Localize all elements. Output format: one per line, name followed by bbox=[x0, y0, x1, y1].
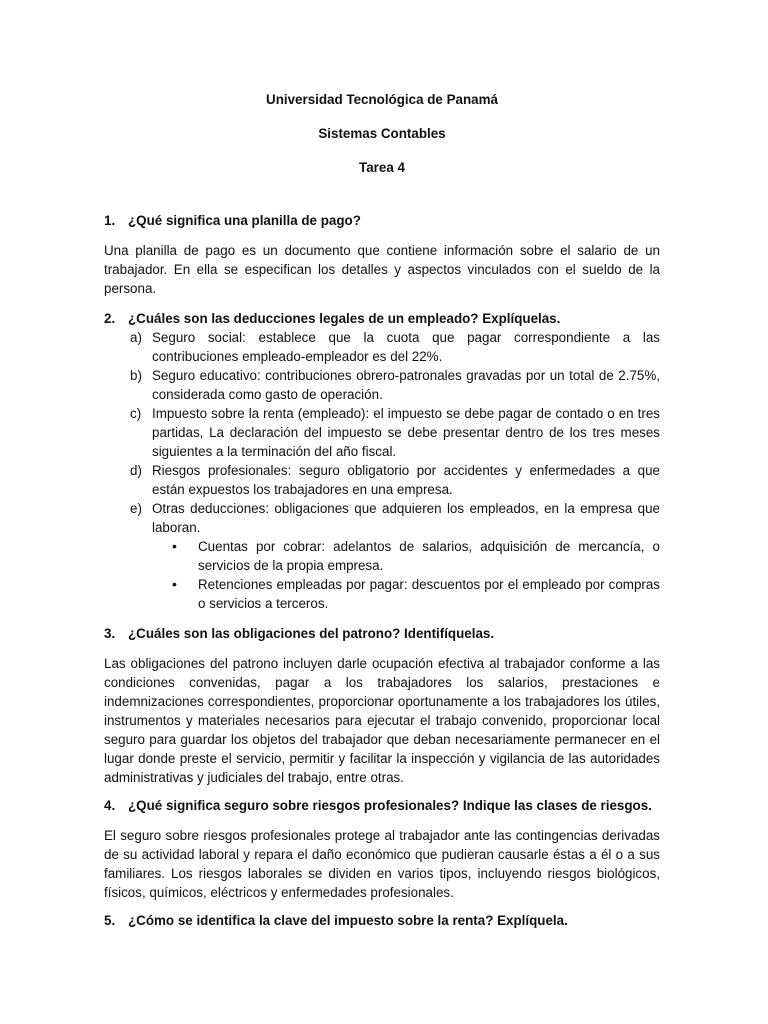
question-number: 1. bbox=[104, 213, 116, 228]
list-item bbox=[104, 366, 660, 404]
question-number: 3. bbox=[104, 626, 116, 641]
list-item-label: d) bbox=[130, 463, 142, 478]
question-title: ¿Cuáles son las deducciones legales de un empleado? Explíquelas. bbox=[128, 311, 561, 326]
list-item-text: Otras deducciones: obligaciones que adquieren los empleados, en la empresa que laboran. bbox=[152, 501, 660, 535]
bullet-icon: • bbox=[172, 538, 177, 554]
question-2-heading bbox=[104, 309, 660, 328]
bullet-text: Retenciones empleadas por pagar: descuentos por el empleado por compras o servicios a terceros. bbox=[198, 577, 660, 611]
list-item-text: Seguro educativo: contribuciones obrero-patronales gravadas por un total de 2.75%, considerada como gasto de operación. bbox=[152, 368, 660, 402]
answer-1: Una planilla de pago es un documento que contiene información sobre el salario de un trabajador. En ella se especifican los detalles y aspectos vinculados con el sueldo de la persona. bbox=[104, 243, 660, 296]
list-item bbox=[104, 404, 660, 461]
assignment-title: Tarea 4 bbox=[359, 160, 405, 175]
list-item bbox=[104, 499, 660, 537]
question-title: ¿Cuáles son las obligaciones del patrono? Identifíquelas. bbox=[128, 626, 495, 641]
list-item-text: Seguro social: establece que la cuota que pagar correspondiente a las contribuciones empleado-empleador es del 22%. bbox=[152, 330, 660, 364]
question-number: 4. bbox=[104, 798, 116, 813]
list-item-text: Impuesto sobre la renta (empleado): el impuesto se debe pagar de contado o en tres partidas, La declaración del impuesto se debe presentar dentro de los tres meses siguientes a la terminación del año fiscal. bbox=[152, 406, 660, 459]
question-1-heading bbox=[104, 211, 660, 230]
list-item-label: b) bbox=[130, 368, 142, 383]
bullet-item bbox=[172, 537, 660, 575]
question-5-heading bbox=[104, 911, 660, 930]
university-title: Universidad Tecnológica de Panamá bbox=[266, 92, 498, 107]
question-number: 2. bbox=[104, 311, 116, 326]
question-3-heading bbox=[104, 624, 660, 643]
list-item bbox=[104, 461, 660, 499]
question-number: 5. bbox=[104, 913, 116, 928]
list-item-label: a) bbox=[130, 330, 142, 345]
question-title: ¿Qué significa una planilla de pago? bbox=[128, 213, 361, 228]
answer-3: Las obligaciones del patrono incluyen darle ocupación efectiva al trabajador conforme a las condiciones convenidas, pagar a los trabajadores los salarios, prestaciones e indemnizaciones correspondientes, proporcionar oportunamente a los trabajadores los útiles, instrumentos y materiales necesarios para ejecutar el trabajo convenido, proporcionar local seguro para guardar los objetos del trabajador que deban necesariamente permanecer en el lugar donde preste el servicio, permitir y facilitar la inspección y vigilancia de las autoridades administrativas y judiciales del trabajo, entre otras. bbox=[104, 656, 660, 785]
question-4-heading bbox=[104, 796, 660, 815]
list-item-label: e) bbox=[130, 501, 142, 516]
question-title: ¿Cómo se identifica la clave del impuesto sobre la renta? Explíquela. bbox=[128, 913, 568, 928]
bullet-icon: • bbox=[172, 576, 177, 592]
bullet-text: Cuentas por cobrar: adelantos de salarios, adquisición de mercancía, o servicios de la propia empresa. bbox=[198, 539, 660, 573]
question-title: ¿Qué significa seguro sobre riesgos profesionales? Indique las clases de riesgos. bbox=[128, 798, 652, 813]
bullet-item bbox=[172, 575, 660, 613]
list-item bbox=[104, 328, 660, 366]
deductions-list bbox=[104, 328, 660, 613]
list-item-text: Riesgos profesionales: seguro obligatorio por accidentes y enfermedades a que están expuestos los trabajadores en una empresa. bbox=[152, 463, 660, 497]
course-title: Sistemas Contables bbox=[318, 126, 446, 141]
answer-4: El seguro sobre riesgos profesionales protege al trabajador ante las contingencias derivadas de su actividad laboral y repara el daño económico que pudieran causarle éstas a él o a sus familiares. Los riesgos laborales se dividen en varios tipos, incluyendo riesgos biológicos, físicos, químicos, eléctricos y enfermedades profesionales. bbox=[104, 828, 660, 900]
list-item-label: c) bbox=[130, 406, 142, 421]
